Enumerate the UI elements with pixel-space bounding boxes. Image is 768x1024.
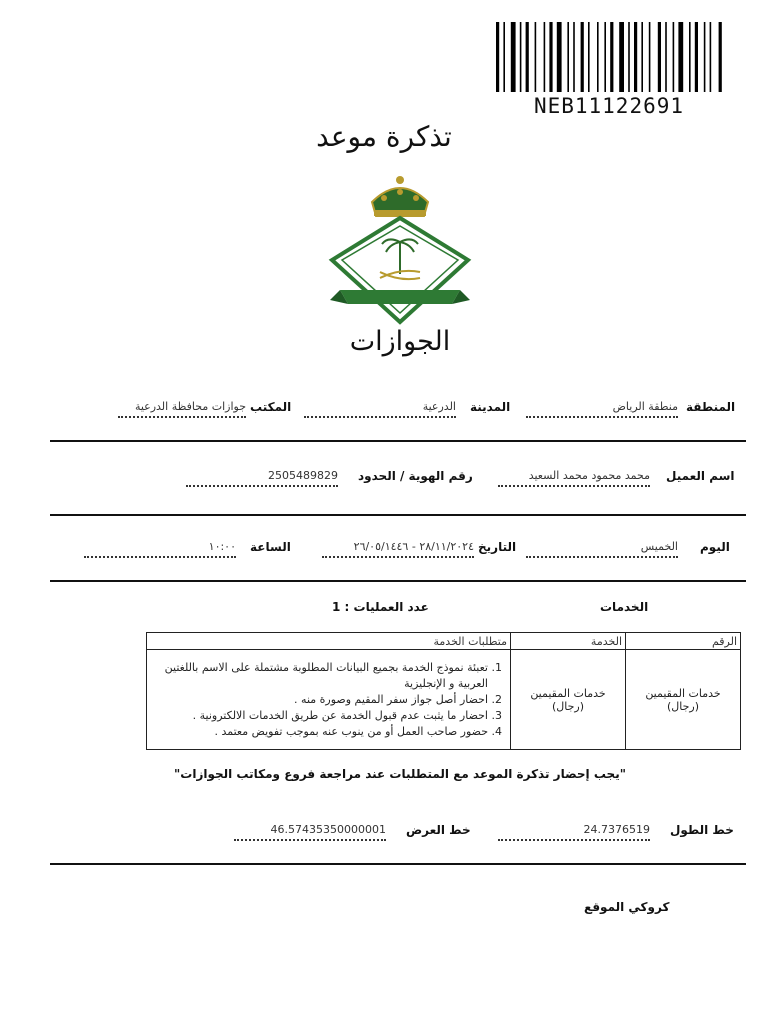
region-label: المنطقة: [686, 400, 736, 414]
id-number-value: 2505489829: [186, 469, 338, 487]
operations-count: عدد العمليات : 1: [332, 600, 429, 614]
barcode-bar: [695, 22, 698, 92]
barcode-bar: [503, 22, 505, 92]
barcode-bar: [581, 22, 584, 92]
barcode-bar: [689, 22, 691, 92]
time-value: ١٠:٠٠: [84, 540, 236, 558]
requirements-list: [151, 660, 506, 740]
barcode-bar: [573, 22, 575, 92]
divider: [50, 514, 746, 516]
list-item: 4. حضور صاحب العمل أو من ينوب عنه بموجب تفويض معتمد .: [151, 724, 488, 740]
date-label: التاريخ: [478, 540, 517, 554]
document-title: تذكرة موعد: [316, 120, 452, 153]
day-value: الخميس: [526, 540, 678, 558]
barcode-bar: [544, 22, 546, 92]
list-item: 2. احضار أصل جواز سفر المقيم وصورة منه .: [151, 692, 488, 708]
longitude-value: 24.7376519: [498, 823, 650, 841]
client-name-value: محمد محمود محمد السعيد: [498, 469, 650, 487]
barcode-bar: [710, 22, 712, 92]
location-sketch-label: كروكي الموقع: [584, 900, 670, 914]
divider: [50, 440, 746, 442]
number-cell: خدمات المقيمين (رجال): [626, 650, 741, 750]
barcode-bar: [526, 22, 529, 92]
header-requirements: متطلبات الخدمة: [147, 633, 511, 650]
office-value: جوازات محافظة الدرعية: [118, 400, 246, 418]
divider: [50, 863, 746, 865]
longitude-label: خط الطول: [670, 823, 734, 837]
id-number-label: رقم الهوية / الحدود: [358, 469, 473, 483]
barcode-bar: [704, 22, 706, 92]
day-label: اليوم: [700, 540, 730, 554]
header-number: الرقم: [626, 633, 741, 650]
barcode-bar: [496, 22, 499, 92]
barcode-bar: [649, 22, 651, 92]
header-service: الخدمة: [511, 633, 626, 650]
barcode-bar: [588, 22, 590, 92]
barcode-bar: [673, 22, 675, 92]
barcode-bar: [511, 22, 516, 92]
barcode-bar: [610, 22, 613, 92]
barcode-bar: [557, 22, 562, 92]
barcode-bar: [520, 22, 522, 92]
barcode-bar: [641, 22, 643, 92]
date-value: ٢٨/١١/٢٠٢٤ - ٢٦/٠٥/١٤٤٦: [322, 540, 474, 558]
divider: [50, 580, 746, 582]
agency-name: الجوازات: [349, 326, 451, 357]
barcode-bar: [567, 22, 569, 92]
region-value: منطقة الرياض: [526, 400, 678, 418]
crown-icon: [372, 176, 428, 216]
barcode-bar: [719, 22, 722, 92]
latitude-label: خط العرض: [406, 823, 471, 837]
barcode-bar: [535, 22, 537, 92]
city-value: الدرعية: [304, 400, 456, 418]
client-name-label: اسم العميل: [666, 469, 735, 483]
barcode-bar: [678, 22, 683, 92]
barcode-bar: [665, 22, 667, 92]
barcode: [496, 22, 722, 92]
table-row: [147, 650, 741, 750]
requirements-cell: [147, 650, 511, 750]
attendance-note: "يجب إحضار تذكرة الموعد مع المتطلبات عند مراجعة فروع ومكاتب الجوازات": [174, 767, 626, 781]
services-label: الخدمات: [600, 600, 649, 614]
barcode-bar: [658, 22, 661, 92]
barcode-bar: [628, 22, 630, 92]
time-label: الساعة: [250, 540, 291, 554]
office-label: المكتب: [250, 400, 292, 414]
list-item: 3. احضار ما يثبت عدم قبول الخدمة عن طريق الخدمات الالكترونية .: [151, 708, 488, 724]
passports-emblem-logo: [320, 172, 480, 332]
list-item: 1. تعبئة نموذج الخدمة بجميع البيانات المطلوبة مشتملة على الاسم باللغتين العربية و الإنجليزية: [151, 660, 488, 692]
service-cell: خدمات المقيمين (رجال): [511, 650, 626, 750]
barcode-bar: [549, 22, 552, 92]
barcode-bar: [604, 22, 606, 92]
barcode-bar: [634, 22, 637, 92]
barcode-number: NEB11122691: [533, 94, 685, 118]
city-label: المدينة: [470, 400, 511, 414]
latitude-value: 46.57435350000001: [234, 823, 386, 841]
services-table: [146, 632, 741, 750]
barcode-bar: [619, 22, 624, 92]
barcode-bar: [597, 22, 599, 92]
